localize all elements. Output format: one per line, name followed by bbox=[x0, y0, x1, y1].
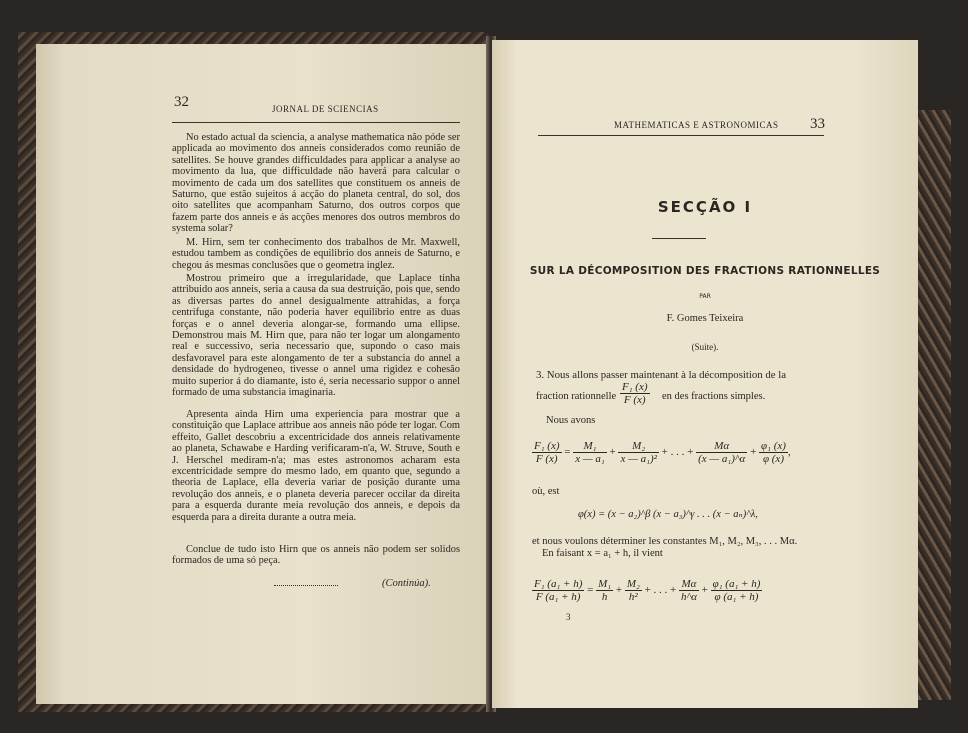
left-header-rule bbox=[172, 122, 460, 123]
eq1-t3-num: Mα bbox=[696, 440, 747, 453]
eq1-lhs-den: F (x) bbox=[535, 453, 558, 465]
suite-label: (Suite). bbox=[691, 342, 719, 352]
par-label: PAR bbox=[699, 293, 711, 300]
eq2-dots: + . . . + bbox=[644, 584, 677, 597]
eq2-t2-den: h² bbox=[628, 591, 638, 603]
right-page-number: 33 bbox=[810, 116, 825, 132]
left-paragraph-5: Conclue de tudo isto Hirn que os anneis não podem ser solidos formados de uma só peça. bbox=[172, 544, 460, 567]
eq1-t3-den: (x — a₁)^α bbox=[698, 453, 746, 465]
faisant-text: En faisant x = a₁ + h, il vient bbox=[542, 548, 663, 559]
nous-avons: Nous avons bbox=[546, 415, 596, 426]
para1-start: 3. Nous allons passer maintenant à la décomposition de la bbox=[536, 369, 787, 381]
phi-definition: φ(x) = (x − a₂)^β (x − a₃)^γ . . . (x − aₙ)^λ, bbox=[578, 509, 758, 520]
left-page bbox=[36, 44, 488, 704]
eq1-lhs-num: F₁ (x) bbox=[534, 440, 560, 452]
eq2-t3-den: h^α bbox=[680, 591, 697, 603]
right-page bbox=[492, 40, 918, 708]
eq1-t1-den: x — a₁ bbox=[575, 453, 605, 465]
inline-frac-num: F₁ (x) bbox=[622, 381, 648, 393]
left-paragraph-2: M. Hirn, sem ter conhecimento dos trabalhos de Mr. Maxwell, estudou tambem as condições de equilibrio dos anneis de Saturno, e chegou ás mesmas conclusões que o geometra inglez. bbox=[172, 237, 460, 271]
eq-number: 3 bbox=[566, 612, 571, 622]
eq2-t3-num: Mα bbox=[679, 578, 699, 591]
eq1-t4-den: φ (x) bbox=[762, 453, 784, 465]
equation-2: $\frac{\text{F₁ (a₁ + h)}}{\text{F (a₁ + h)}}$ = $\frac{\text{M₁}}{h}$ + $\frac{\text{M₂}}{\text{h²}}$ + . . . + $\frac{M\alpha}{h\^{}\alpha}$ + $\frac{\text{φ₁ (a₁ + h)}}{\text{φ (a₁ + h)}}$ bbox=[534, 578, 761, 603]
inline-frac-den: F (x) bbox=[623, 394, 646, 406]
para1-end: en des fractions simples. bbox=[662, 391, 766, 402]
eq2-t4-den: φ (a₁ + h) bbox=[714, 591, 759, 603]
section-rule bbox=[652, 238, 706, 239]
eq2-t1-num: M₁ bbox=[598, 578, 612, 590]
eq1-dots: + . . . + bbox=[661, 446, 694, 459]
eq1-t2-num: M₂ bbox=[618, 440, 658, 453]
determiner-text: et nous voulons déterminer les constantes M₁, M₂, M₃, . . . Mα. bbox=[532, 536, 798, 547]
section-heading: SECÇÃO I bbox=[657, 198, 753, 216]
continua-label: (Continúa). bbox=[382, 578, 431, 589]
eq2-t1-den: h bbox=[601, 591, 608, 603]
eq2-t2-num: M₂ bbox=[626, 578, 640, 590]
book-cover-right bbox=[915, 110, 951, 700]
eq1-t4-num: φ₁ (x) bbox=[761, 440, 786, 452]
eq1-t2-den: x — a₁)² bbox=[620, 453, 657, 465]
ou-est: où, est bbox=[532, 486, 560, 497]
author-name: F. Gomes Teixeira bbox=[666, 313, 744, 324]
equation-1: $\frac{\text{F₁ (x)}}{F (x)}$ = $\frac{\text{M₁}}{\text{x — a₁}}$ + $\frac{\text{M₂}}{\text{x — a₁)²}}$ + . . . + $\frac{M\alpha}{\text{(x — a₁)\textasciicircum{}α}}$ + $\frac{\text{φ₁ (x)}}{\varphi (x)}$ , bbox=[534, 440, 791, 465]
left-paragraph-3: Mostrou primeiro que a irregularidade, que Laplace tinha attribuido aos anneis, seria a causa da sua destruição, pois que, sendo as diversas partes do annel desigualmente attrahidas, a força centrifuga constante, não poderia haver equilibrio entre as duas forças e o annel deveria alongar-se, formando uma ellipse. Demonstrou mais M. Hirn que, para não ter logar um alongamento real e successivo, seria necessario que, supondo o caso mais desfavoravel para este alongamento de ter a substancia do annel a densidade do hydrogeneo, tivesse o annel uma rigidez e cohesão muito superior á do diamante, isto é, seria necessario suppor o annel formado de uma substancia imaginaria. bbox=[172, 273, 460, 399]
article-title: SUR LA DÉCOMPOSITION DES FRACTIONS RATIONNELLES bbox=[529, 265, 881, 277]
right-header-rule bbox=[538, 135, 824, 136]
eq2-t4-num: φ₁ (a₁ + h) bbox=[712, 578, 761, 590]
eq1-t1-num: M₁ bbox=[573, 440, 607, 453]
eq2-lhs-num: F₁ (a₁ + h) bbox=[534, 578, 583, 590]
para1-fraction-label: fraction rationnelle bbox=[536, 391, 617, 402]
left-end-rule bbox=[274, 585, 338, 587]
left-paragraph-1: No estado actual da sciencia, a analyse mathematica não póde ser applicada ao movimento dos anneis considerados como reunião de satellites. Se houve grandes difficuldades para applicar a analyse ao movimento da lua, que difficuldade não haverá para calcular o movimento de cada um dos satellites que constituem os anneis de Saturno, que estão sujeitos á acção do planeta central, do sol, dos oito satellites que acompanham Saturno, dos outros corpos que fazem parte dos anneis e ás acções menores dos outros membros do systema solar? bbox=[172, 132, 460, 235]
left-paragraph-4: Apresenta ainda Hirn uma experiencia para mostrar que a constituição que Laplace attribue aos anneis não póde ter logar. Com effeito, Gallet descobriu a excentricidade dos anneis relativamente ao planeta, Schawabe e Harding verificaram-n'a, W. Struve, South e J. Herschel mediram-n'a; mas estes astronomos acharam esta excentricidade sempre do mesmo lado, em quanto que, segundo a theoria de Laplace, ella deveria variar de posição durante uma revolução dos anneis, e o planeta deveria parecer occilar da direita para a esquerda durante meia revolução dos anneis, e depois da esquerda para a direita durante a outra meia. bbox=[172, 409, 460, 523]
left-page-number: 32 bbox=[174, 94, 189, 110]
inline-fraction bbox=[620, 381, 650, 406]
right-running-head: MATHEMATICAS E ASTRONOMICAS bbox=[614, 120, 779, 130]
eq2-lhs-den: F (a₁ + h) bbox=[535, 591, 581, 603]
left-running-head: JORNAL DE SCIENCIAS bbox=[272, 104, 379, 114]
